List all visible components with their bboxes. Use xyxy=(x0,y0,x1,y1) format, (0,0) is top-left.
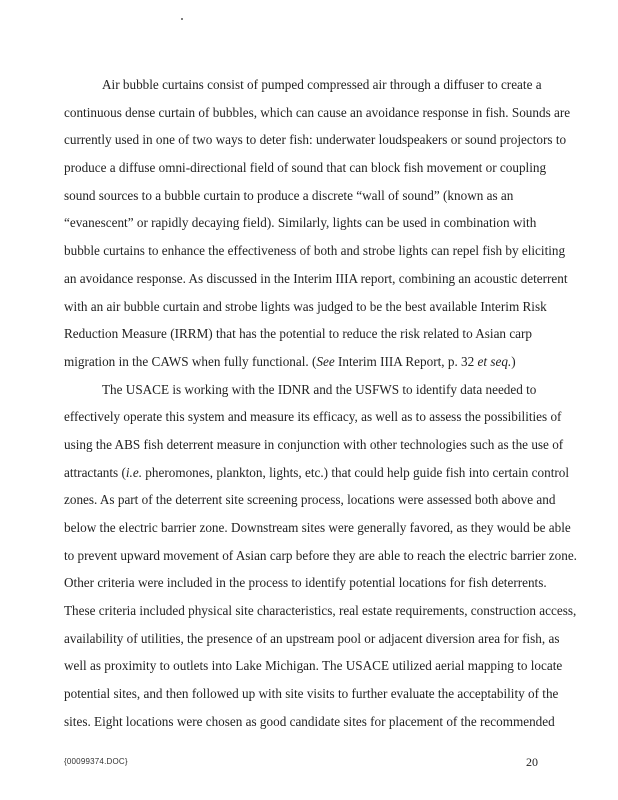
text-segment: pheromones, plankton, lights, etc.) that could help guide fish into certain control xyxy=(142,464,570,480)
text-line: effectively operate this system and measure its efficacy, as well as to assess the possibilities of xyxy=(64,409,562,425)
text-line: sites. Eight locations were chosen as good candidate sites for placement of the recommended xyxy=(64,713,555,729)
text-line: well as proximity to outlets into Lake Michigan. The USACE utilized aerial mapping to locate xyxy=(64,658,563,674)
text-line: Reduction Measure (IRRM) that has the potential to reduce the risk related to Asian carp xyxy=(64,326,533,342)
text-line: with an air bubble curtain and strobe lights was judged to be the best available Interim Risk xyxy=(64,298,547,314)
document-id: {00099374.DOC} xyxy=(64,757,128,766)
citation-latin: et seq. xyxy=(477,353,512,369)
text-segment: ) xyxy=(511,353,516,369)
text-line: to prevent upward movement of Asian carp before they are able to reach the electric barrier zone. xyxy=(64,547,577,563)
text-line: “evanescent” or rapidly decaying field). Similarly, lights can be used in combination with xyxy=(64,215,537,231)
text-line: potential sites, and then followed up with site visits to further evaluate the acceptability of the xyxy=(64,686,559,702)
text-line: These criteria included physical site characteristics, real estate requirements, construction access, xyxy=(64,603,577,619)
text-line: currently used in one of two ways to deter fish: underwater loudspeakers or sound projectors to xyxy=(64,132,567,148)
text-line: zones. As part of the deterrent site screening process, locations were assessed both above and xyxy=(64,492,556,508)
latin-abbrev: i.e. xyxy=(125,464,142,480)
text-line: The USACE is working with the IDNR and the USFWS to identify data needed to xyxy=(102,381,537,397)
text-line: an avoidance response. As discussed in the Interim IIIA report, combining an acoustic deterrent xyxy=(64,270,568,286)
text-line: bubble curtains to enhance the effectiveness of both and strobe lights can repel fish by eliciting xyxy=(64,243,566,259)
text-segment: attractants ( xyxy=(64,464,126,480)
text-line: availability of utilities, the presence of an upstream pool or adjacent diversion area for fish, as xyxy=(64,630,560,646)
text-line: sound sources to a bubble curtain to produce a discrete “wall of sound” (known as an xyxy=(64,187,514,203)
text-line: Air bubble curtains consist of pumped compressed air through a diffuser to create a xyxy=(102,77,542,92)
text-line: below the electric barrier zone. Downstream sites were generally favored, as they would be able xyxy=(64,520,571,535)
text-line: continuous dense curtain of bubbles, which can cause an avoidance response in fish. Sounds are xyxy=(64,104,571,120)
text-segment: migration in the CAWS when fully functional. ( xyxy=(64,353,317,369)
text-line: produce a diffuse omni-directional field of sound that can block fish movement or coupling xyxy=(64,160,547,176)
text-line xyxy=(64,348,564,376)
citation-signal: See xyxy=(316,353,335,369)
speck-mark xyxy=(181,18,183,20)
text-segment: Interim IIIA Report, p. 32 xyxy=(334,353,478,369)
text-line: using the ABS fish deterrent measure in conjunction with other technologies such as the use of xyxy=(64,436,564,452)
page-number: 20 xyxy=(526,755,538,769)
text-line: Other criteria were included in the process to identify potential locations for fish deterrents. xyxy=(64,575,547,591)
text-line xyxy=(64,459,570,487)
body-text xyxy=(64,71,577,736)
